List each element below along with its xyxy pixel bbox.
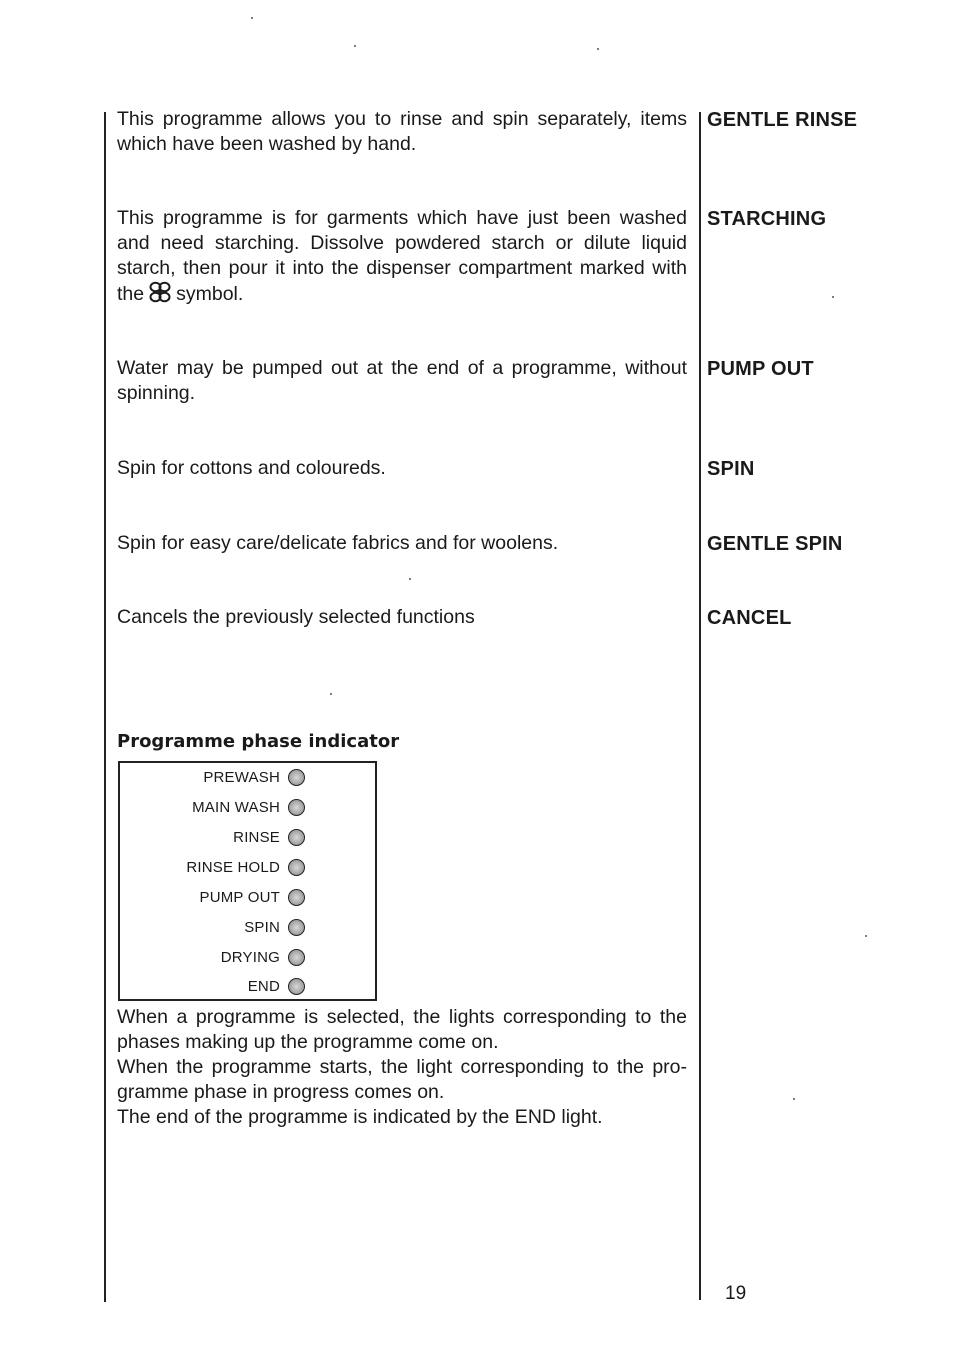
scan-speck	[865, 935, 867, 937]
phase-label: PREWASH	[203, 768, 280, 786]
indicator-light-icon	[288, 769, 305, 786]
spin-heading: SPIN	[707, 458, 755, 480]
scan-speck	[597, 48, 599, 50]
indicator-light-icon	[288, 829, 305, 846]
phase-label: RINSE HOLD	[186, 858, 280, 876]
phase-label: PUMP OUT	[199, 888, 280, 906]
phase-label: MAIN WASH	[192, 798, 280, 816]
starching-text: This programme is for garments which have just been washed and need starching. Dissolve powdered starch or dilute liquid starch, then pour it into the dispenser compartment marked with the	[117, 207, 687, 305]
phase-indicator-panel	[118, 761, 377, 1001]
spin-description: Spin for cottons and coloureds.	[117, 457, 386, 479]
starch-flower-icon	[148, 281, 172, 310]
scan-speck	[832, 296, 834, 298]
indicator-light-icon	[288, 889, 305, 906]
description-paragraph: The end of the programme is indicated by the END light.	[117, 1106, 603, 1128]
gentle-spin-description: Spin for easy care/delicate fabrics and for woolens.	[117, 532, 559, 554]
scan-speck	[793, 1098, 795, 1100]
scan-speck	[354, 45, 356, 47]
indicator-light-icon	[288, 799, 305, 816]
indicator-light-icon	[288, 859, 305, 876]
starching-description	[117, 206, 687, 310]
phase-row-pump-out	[200, 886, 306, 908]
pump-out-heading: PUMP OUT	[707, 358, 814, 380]
scan-speck	[330, 693, 332, 695]
gentle-spin-heading: GENTLE SPIN	[707, 533, 843, 555]
phase-row-drying	[221, 946, 305, 968]
phase-label: DRYING	[220, 948, 280, 966]
left-margin-rule	[104, 112, 106, 1302]
phase-indicator-description	[117, 1005, 687, 1130]
indicator-light-icon	[288, 978, 305, 995]
cancel-heading: CANCEL	[707, 607, 792, 629]
phase-row-rinse	[233, 826, 305, 848]
description-paragraph: When a programme is selected, the lights corresponding to the phases making up the programme come on.	[117, 1006, 687, 1053]
starching-heading: STARCHING	[707, 208, 827, 230]
indicator-light-icon	[288, 919, 305, 936]
phase-row-main-wash	[192, 796, 305, 818]
cancel-description: Cancels the previously selected functions	[117, 606, 475, 628]
starching-text-end: symbol.	[176, 283, 244, 305]
phase-indicator-title: Programme phase indicator	[117, 731, 400, 752]
page-number: 19	[725, 1283, 747, 1304]
phase-label: SPIN	[244, 918, 280, 936]
phase-row-spin	[244, 916, 305, 938]
indicator-light-icon	[288, 949, 305, 966]
scan-speck	[409, 578, 411, 580]
scan-speck	[251, 17, 253, 19]
phase-label: RINSE	[233, 828, 280, 846]
gentle-rinse-description: This programme allows you to rinse and spin separately, items which have been washed by hand.	[117, 108, 687, 155]
description-paragraph: When the programme starts, the light corresponding to the pro-gramme phase in progress comes on.	[117, 1056, 687, 1103]
column-divider-rule	[699, 112, 701, 1300]
phase-row-end	[248, 975, 305, 997]
pump-out-description: Water may be pumped out at the end of a programme, without spinning.	[117, 357, 687, 404]
phase-row-rinse-hold	[186, 856, 305, 878]
gentle-rinse-heading: GENTLE RINSE	[707, 109, 858, 131]
phase-label: END	[247, 977, 280, 995]
phase-row-prewash	[203, 766, 305, 788]
